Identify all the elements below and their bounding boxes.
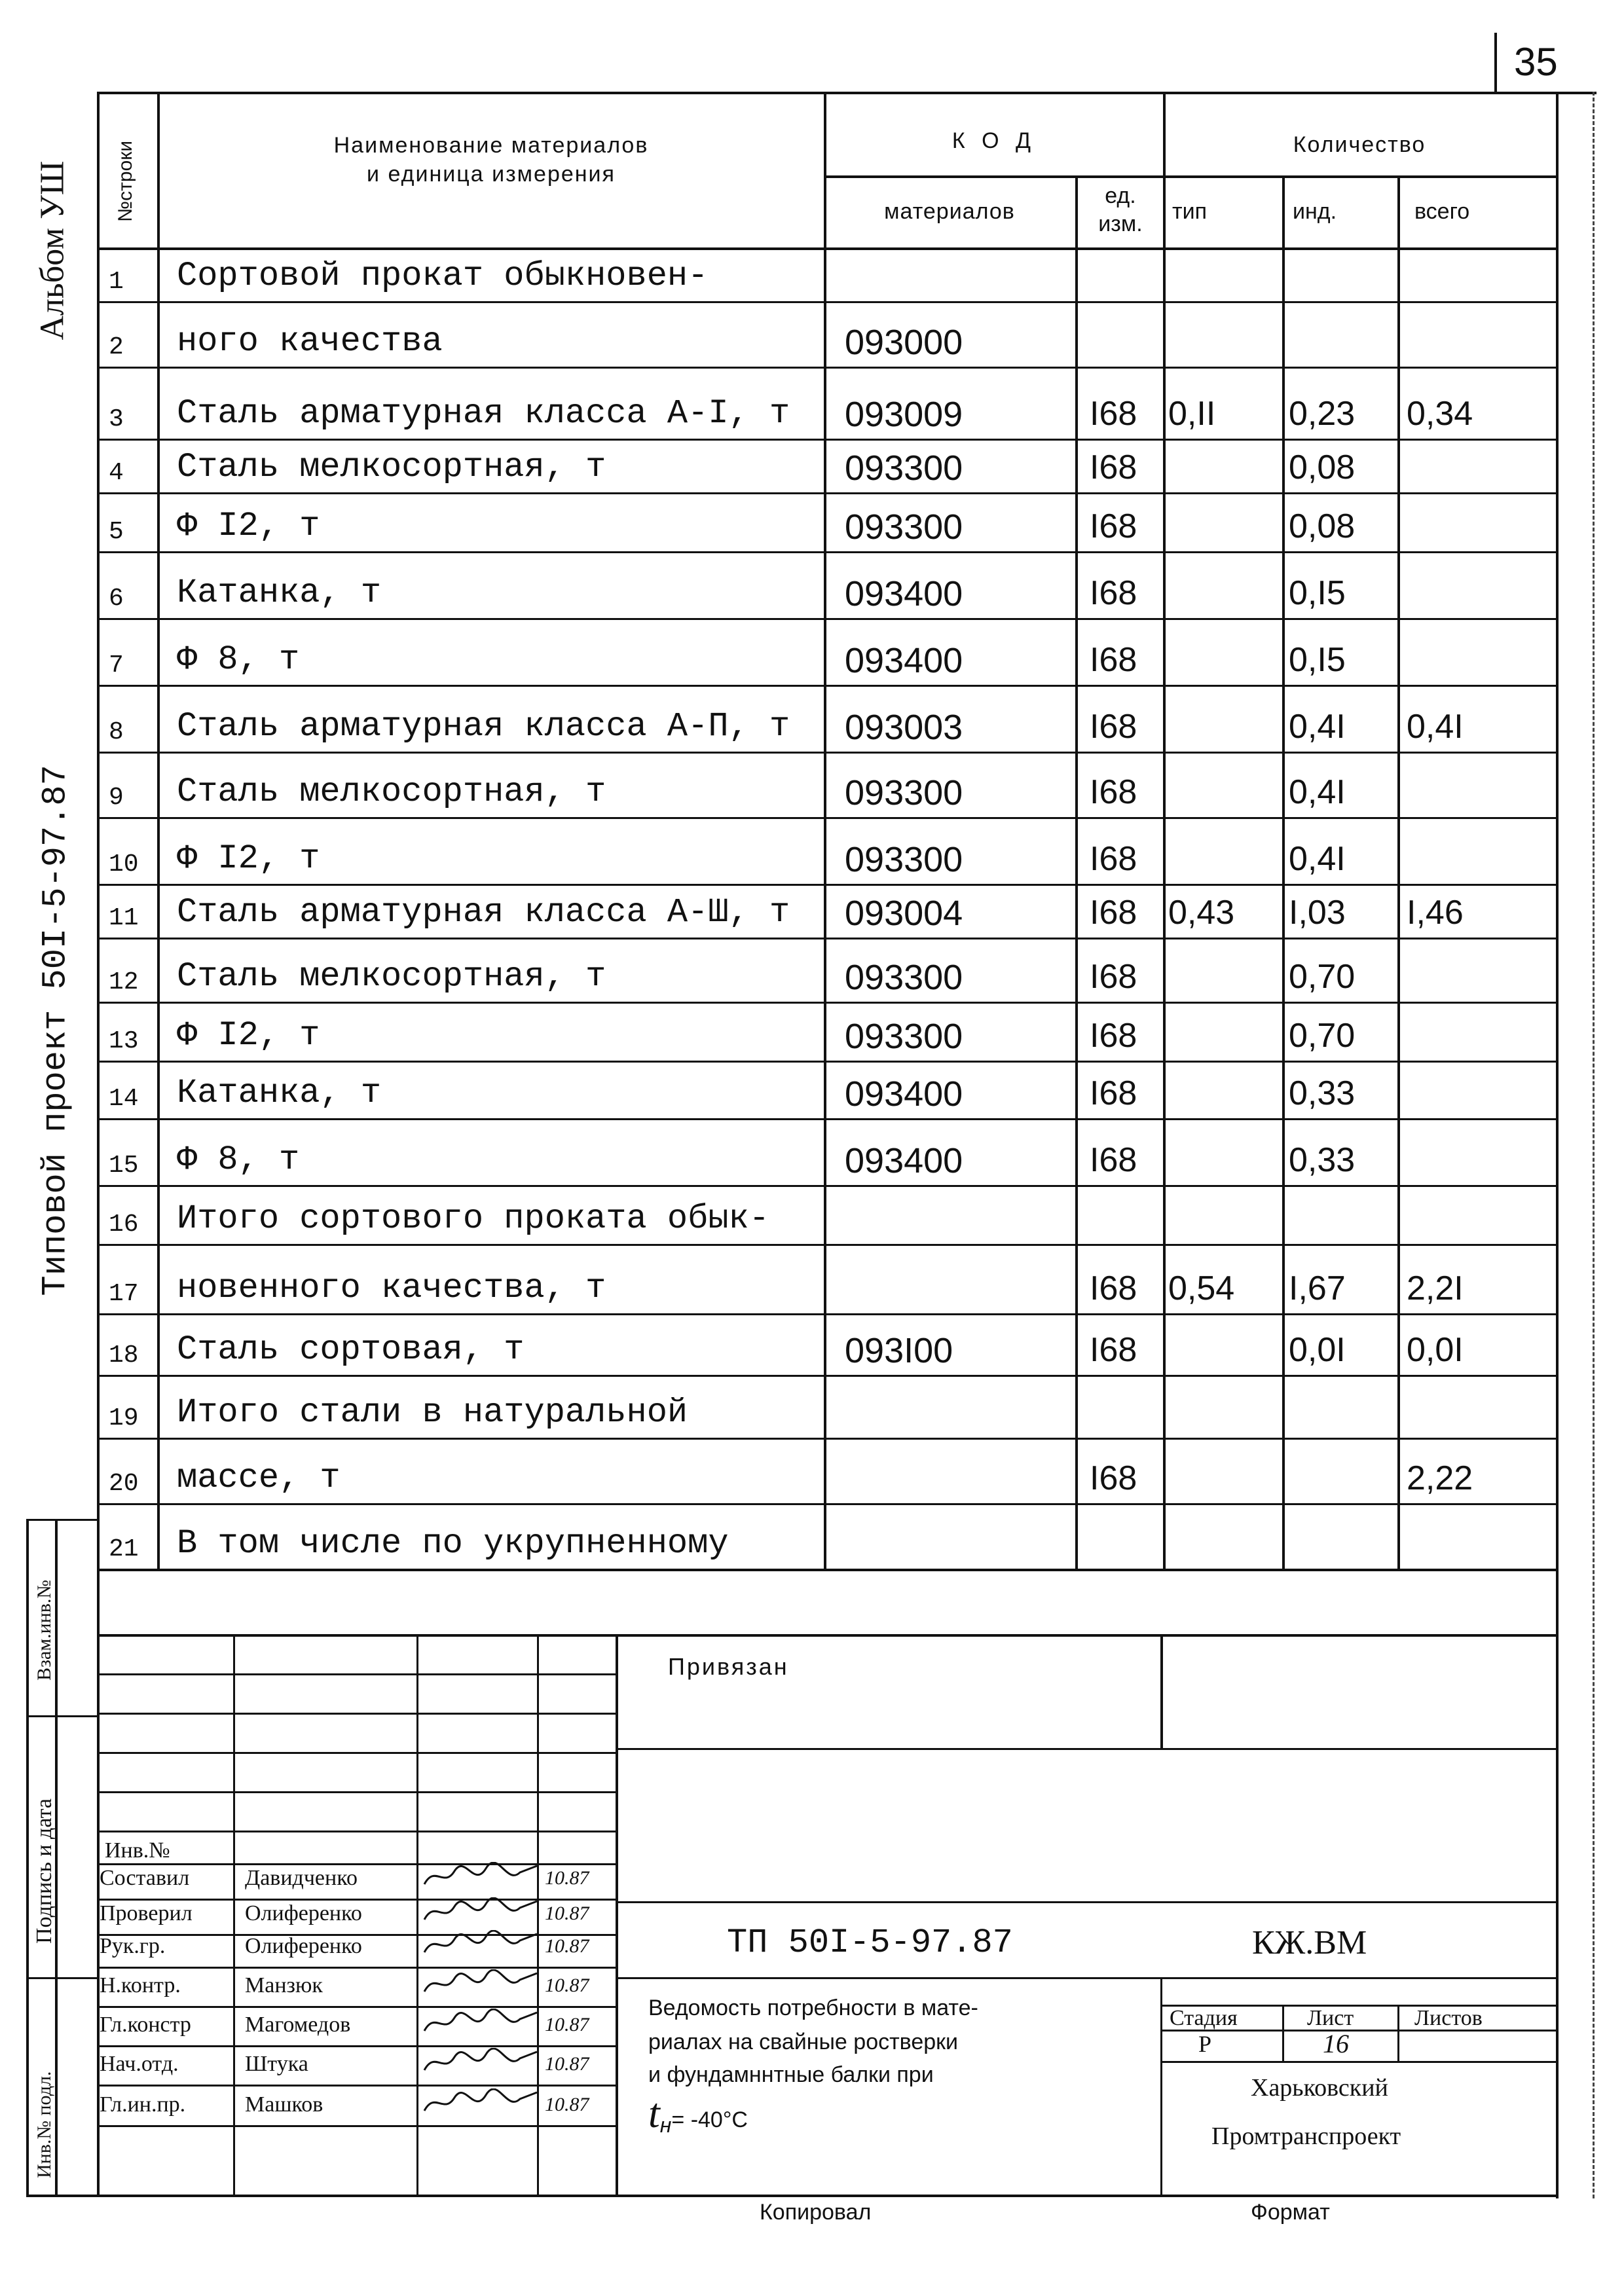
row-name: Сортовой прокат обыкновен- [177,257,709,295]
row-name: Катанка, т [177,574,382,612]
stamp-row-e [97,1831,616,1832]
row-ind: 0,23 [1289,395,1356,433]
privyazan-label: Привязан [668,1653,789,1680]
handwritten-signature [422,1930,540,1959]
stage-label: Стадия [1170,2006,1238,2030]
header-code-material: материалов [884,199,1015,224]
row-unit: I68 [1090,958,1137,996]
row-separator [97,618,1557,620]
signature-date: 10.87 [545,1935,589,1957]
row-ind: 0,0I [1289,1331,1346,1369]
row-name: Итого стали в натуральной [177,1393,688,1432]
row-separator [97,1185,1557,1187]
row-separator [97,1503,1557,1505]
title-line-3: и фундамннтные балки при [648,2062,934,2087]
row-separator [97,301,1557,303]
row-name: Ф I2, т [177,839,320,878]
row-unit: I68 [1090,708,1137,746]
row-code: 093400 [845,641,963,680]
header-q-ind: инд. [1293,199,1337,224]
signature-date: 10.87 [545,2014,589,2035]
row-number: 2 [109,333,124,361]
signer-name: Магомедов [245,2013,351,2037]
row-name: Ф I2, т [177,507,320,545]
handwritten-signature [422,1969,540,1998]
signature-date: 10.87 [545,1903,589,1924]
col-unit-border [1075,177,1078,1571]
signature-row-line [97,2006,616,2008]
row-total: 0,34 [1407,395,1473,433]
inv-no-label: Инв.№ [105,1838,170,1863]
title-line-4 [648,2092,748,2136]
signer-role: Составил [100,1866,190,1890]
format-label: Формат [1251,2200,1330,2225]
row-name: В том числе по укрупненному [177,1524,729,1563]
sheets-label: Листов [1414,2006,1483,2030]
row-unit: I68 [1090,773,1137,811]
row-ind: 0,08 [1289,507,1356,545]
header-quantity: Количество [1293,132,1426,157]
row-ind: 0,I5 [1289,574,1346,612]
row-name: Катанка, т [177,1074,382,1112]
row-code: 093000 [845,323,963,362]
title-temp: = -40°C [671,2107,748,2132]
row-code: 093300 [845,1017,963,1056]
row-ind: 0,70 [1289,958,1356,996]
row-unit: I68 [1090,395,1137,433]
vzam-label: Взам.инв.№ [33,1579,55,1681]
col-code-border [824,92,826,1571]
row-separator [97,551,1557,553]
row-type: 0,43 [1168,894,1235,932]
row-code: 093400 [845,1141,963,1180]
row-number: 9 [109,784,124,812]
row-separator [97,817,1557,819]
row-unit: I68 [1090,641,1137,679]
row-name: массе, т [177,1459,341,1497]
row-total: 2,22 [1407,1459,1473,1497]
row-name: Ф I2, т [177,1016,320,1055]
stamp-designation-bottom [616,1977,1556,1979]
signer-name: Манзюк [245,1973,323,1997]
row-name: Сталь арматурная класса А-I, т [177,394,790,433]
stage-div2 [1397,2005,1399,2061]
signer-name: Штука [245,2052,308,2076]
signature-date: 10.87 [545,1867,589,1889]
row-number: 4 [109,459,124,487]
row-code: 093300 [845,840,963,879]
signer-role: Рук.гр. [100,1934,166,1958]
side-strip-left [26,1519,29,2195]
row-separator [97,492,1557,494]
inv-podl-label: Инв.№ подл. [33,2071,55,2178]
stage-bottom [1160,2061,1556,2063]
copied-label: Копировал [760,2200,872,2225]
frame-right [1556,92,1559,2198]
row-total: I,46 [1407,894,1464,932]
row-code: 093004 [845,894,963,933]
row-number: 3 [109,405,124,433]
row-number: 13 [109,1027,139,1055]
side-strip-div3 [26,1977,98,1979]
row-number: 17 [109,1280,139,1308]
col-ind-border [1282,177,1285,1571]
row-unit: I68 [1090,507,1137,545]
row-unit: I68 [1090,1141,1137,1179]
row-unit: I68 [1090,894,1137,932]
row-number: 1 [109,268,124,296]
frame-bottom [26,2195,1559,2197]
project-label: Типовой проект 50I-5-97.87 [36,765,75,1296]
row-code: 093I00 [845,1331,953,1370]
stamp-designation-top [616,1901,1556,1903]
row-unit: I68 [1090,1269,1137,1307]
signature-row-line [97,1967,616,1969]
row-total: 0,0I [1407,1331,1464,1369]
album-label: Альбом УШ [33,160,71,340]
row-ind: 0,4I [1289,840,1346,878]
signer-name: Давидченко [245,1866,358,1890]
row-unit: I68 [1090,1459,1137,1497]
stamp-top-line [97,1634,1557,1637]
row-separator [97,938,1557,939]
row-unit: I68 [1090,1074,1137,1112]
row-number: 6 [109,585,124,613]
signature-date: 10.87 [545,2053,589,2075]
row-type: 0,54 [1168,1269,1235,1307]
signature-date: 10.87 [545,2094,589,2115]
row-name: Сталь мелкосортная, т [177,448,606,486]
row-unit: I68 [1090,574,1137,612]
handwritten-signature [422,2088,540,2117]
row-number: 8 [109,718,124,746]
row-total: 0,4I [1407,708,1464,746]
signature-row-line [97,2085,616,2086]
signature-row-line [97,2045,616,2047]
row-separator [97,1244,1557,1246]
row-code: 093300 [845,448,963,488]
row-name: Сталь арматурная класса А-П, т [177,707,790,746]
page-number: 35 [1514,40,1558,84]
row-unit: I68 [1090,1017,1137,1055]
title-t: t [648,2090,660,2136]
signature-row-line [97,2125,616,2127]
row-number: 5 [109,518,124,546]
row-code: 093009 [845,395,963,434]
signer-role: Н.контр. [100,1973,181,1997]
stamp-privyazan-right [1160,1634,1163,1748]
row-separator [97,1118,1557,1120]
handwritten-signature [422,1862,540,1891]
row-number: 15 [109,1152,139,1180]
row-ind: I,03 [1289,894,1346,932]
row-separator [97,1438,1557,1440]
row-ind: 0,33 [1289,1141,1356,1179]
row-separator [97,752,1557,754]
header-bottom-line [97,247,1557,250]
frame-top [97,92,1596,94]
row-code: 093300 [845,958,963,997]
row-name: Ф 8, т [177,1140,300,1179]
row-name: Сталь арматурная класса А-Ш, т [177,893,790,932]
row-ind: 0,33 [1289,1074,1356,1112]
frame-outer-right [1593,92,1595,2198]
signer-role: Проверил [100,1901,193,1925]
row-separator [97,367,1557,369]
header-q-total: всего [1414,199,1470,224]
row-unit: I68 [1090,1331,1137,1369]
header-code: К О Д [951,128,1037,153]
side-strip-div1 [26,1519,98,1521]
header-row-no: №строки [115,140,136,222]
handwritten-signature [422,2048,540,2077]
handwritten-signature [422,2009,540,2037]
row-ind: I,67 [1289,1269,1346,1307]
row-separator [97,439,1557,441]
row-name: ного качества [177,322,443,361]
stamp-row-d [97,1791,616,1793]
org-line-2: Промтранспроект [1211,2123,1401,2150]
row-name: Итого сортового проката обык- [177,1199,769,1238]
row-number: 21 [109,1535,139,1563]
row-number: 18 [109,1341,139,1370]
stamp-title-right [1160,1977,1162,2195]
stamp-col-1 [233,1634,235,2195]
sheet-value: 16 [1323,2029,1349,2058]
row-name: новенного качества, т [177,1269,606,1307]
col-type-border [1163,92,1166,1571]
row-number: 19 [109,1404,139,1432]
row-ind: 0,4I [1289,708,1346,746]
row-code: 093003 [845,708,963,747]
title-line-2: риалах на свайные ростверки [648,2030,959,2054]
title-line-1: Ведомость потребности в мате- [648,1995,978,2020]
row-number: 12 [109,968,139,996]
row-name: Сталь сортовая, т [177,1330,525,1369]
row-unit: I68 [1090,448,1137,486]
signature-date: 10.87 [545,1975,589,1996]
mark: КЖ.ВМ [1252,1924,1367,1961]
podpis-label: Подпись и дата [32,1798,56,1944]
col-rownum-border [157,92,160,1571]
row-separator [97,685,1557,687]
col-total-border [1397,177,1400,1571]
row-code: 093400 [845,574,963,613]
row-number: 10 [109,850,139,879]
row-separator [97,884,1557,886]
sheet-label: Лист [1307,2006,1354,2030]
stage-div1 [1282,2005,1284,2061]
row-number: 14 [109,1085,139,1113]
org-line-1: Харьковский [1251,2074,1388,2102]
stamp-main-div [616,1634,618,2195]
signer-role: Гл.констр [100,2013,191,2037]
row-ind: 0,70 [1289,1017,1356,1055]
header-mid-line [824,175,1557,178]
row-name: Ф 8, т [177,640,300,679]
row-number: 16 [109,1211,139,1239]
row-name: Сталь мелкосортная, т [177,957,606,996]
row-separator [97,1375,1557,1377]
header-q-type: тип [1172,199,1207,224]
row-total: 2,2I [1407,1269,1464,1307]
row-unit: I68 [1090,840,1137,878]
row-number: 20 [109,1470,139,1498]
row-separator [97,1313,1557,1315]
signer-name: Олиференко [245,1934,362,1958]
stamp-col-2 [416,1634,418,2195]
row-separator [97,1061,1557,1063]
row-type: 0,II [1168,395,1216,433]
page-number-divider [1494,33,1497,92]
header-code-unit: ед. изм. [1098,183,1143,236]
stamp-privyazan-bottom [616,1748,1556,1750]
row-ind: 0,08 [1289,448,1356,486]
row-number: 11 [109,904,139,932]
designation: ТП 50I-5-97.87 [727,1923,1013,1962]
side-strip-line [55,1519,58,2195]
row-name: Сталь мелкосортная, т [177,773,606,811]
stamp-row-a [97,1673,616,1675]
signer-name: Машков [245,2092,323,2117]
row-code: 093400 [845,1074,963,1114]
stamp-row-b [97,1713,616,1715]
signer-name: Олиференко [245,1901,362,1925]
side-strip-div2 [26,1715,98,1717]
row-code: 093300 [845,773,963,812]
stage-value: Р [1198,2031,1212,2057]
stamp-row-c [97,1752,616,1754]
title-sub: н [659,2113,672,2137]
signer-role: Нач.отд. [100,2052,179,2076]
row-number: 7 [109,651,124,680]
handwritten-signature [422,1897,540,1926]
header-name: Наименование материалов и единица измерения [333,133,649,187]
signer-role: Гл.ин.пр. [100,2092,186,2117]
row-code: 093300 [845,507,963,547]
row-ind: 0,I5 [1289,641,1346,679]
table-bottom-line [97,1569,1557,1571]
row-separator [97,1002,1557,1004]
row-ind: 0,4I [1289,773,1346,811]
